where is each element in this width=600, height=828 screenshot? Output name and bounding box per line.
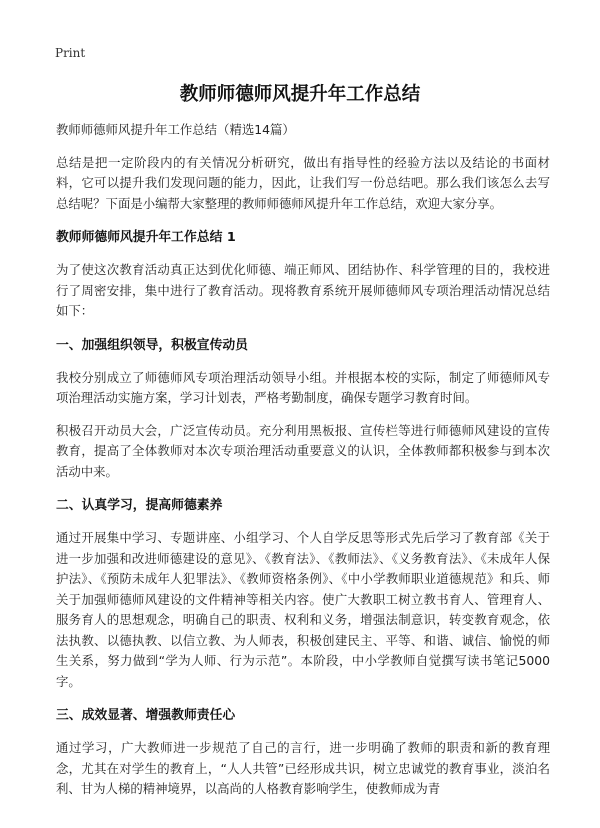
heading-2: 二、认真学习，提高师德素养	[56, 498, 223, 513]
heading-3: 三、成效显著、增强教师责任心	[56, 708, 236, 723]
print-link[interactable]: Print	[55, 46, 86, 60]
article-subtitle: 教师师德师风提升年工作总结（精选14篇）	[56, 122, 295, 137]
paragraph-2: 通过开展集中学习、专题讲座、小组学习、个人自学反思等形式先后学习了教育部《关于进一步加强和改进师德建设的意见》、《教育法》、《教师法》、《义务教育法》、《未成年人保护法》、《预防未成年人犯罪法》、《教师资格条例》、《中小学教师职业道德规范》和兵、师关于加强师德师风建设的文件精神等相关内容。使广大教职工树立教书育人、管理育人、服务育人的思想观念，明确自己的职责、权利和义务，增强法制意识，转变教育观念，依法执教、以德执教、以信立教、为人师表，积极创建民主、平等、和谐、诚信、愉悦的师生关系，努力做到“学为人师、行为示范”。本阶段，中小学教师自觉撰写读书笔记5000字。	[56, 530, 550, 689]
heading-1: 一、加强组织领导，积极宣传动员	[56, 337, 248, 353]
paragraph-1a: 我校分别成立了师德师风专项治理活动领导小组。并根据本校的实际，制定了师德师风专项治理活动实施方案，学习计划表，严格考勤制度，确保专题学习教育时间。	[56, 369, 550, 405]
paragraph-1b: 积极召开动员大会，广泛宣传动员。充分利用黑板报、宣传栏等进行师德师风建设的宣传教育，提高了全体教师对本次专项治理活动重要意义的认识，全体教师都积极参与到本次活动中来。	[56, 422, 550, 479]
page-title: 教师师德师风提升年工作总结	[179, 84, 421, 105]
section-heading: 教师师德师风提升年工作总结 1	[56, 230, 236, 245]
section-intro-paragraph: 为了使这次教育活动真正达到优化师德、端正师风、团结协作、科学管理的目的，我校进行了周密安排，集中进行了教育活动。现将教育系统开展师德师风专项治理活动情况总结如下：	[56, 262, 550, 318]
paragraph-3: 通过学习，广大教师进一步规范了自己的言行，进一步明确了教师的职责和新的教育理念，尤其在对学生的教育上，“人人共管”已经形成共识，树立忠诚党的教育事业，淡泊名利、甘为人梯的精神境界，以高尚的人格教育影响学生，使教师成为青	[56, 740, 550, 796]
intro-paragraph: 总结是把一定阶段内的有关情况分析研究，做出有指导性的经验方法以及结论的书面材料，它可以提升我们发现问题的能力，因此，让我们写一份总结吧。那么我们该怎么去写总结呢？下面是小编帮大家整理的教师师德师风提升年工作总结，欢迎大家分享。	[56, 154, 550, 211]
article-body	[56, 120, 550, 800]
